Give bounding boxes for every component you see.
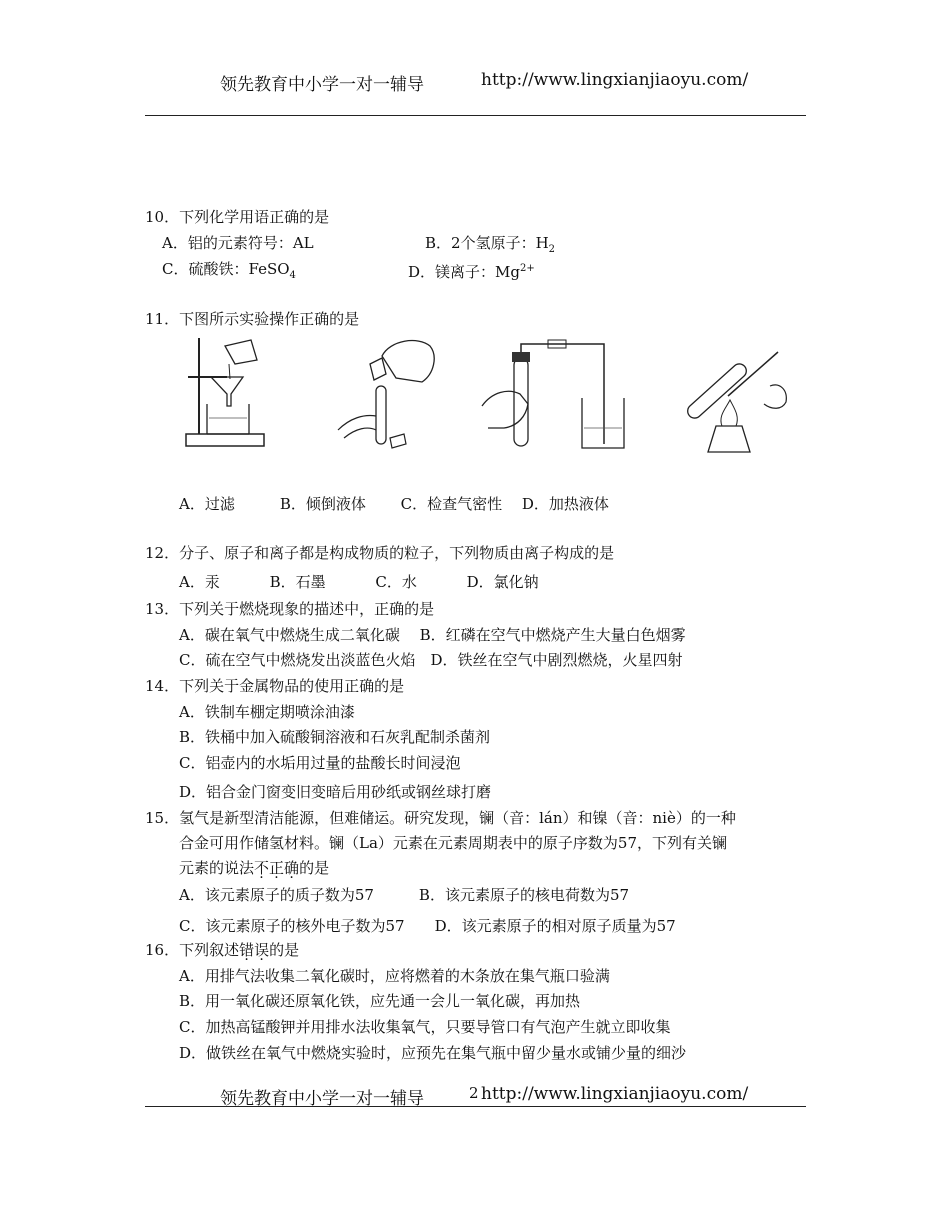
q15-row1: A．该元素原子的质子数为57 B．该元素原子的核电荷数为57 [179, 886, 630, 904]
q14-option-b: B．铁桶中加入硫酸铜溶液和石灰乳配制杀菌剂 [179, 728, 491, 746]
q13-row1: A．碳在氧气中燃烧生成二氧化碳 B．红磷在空气中燃烧产生大量白色烟雾 [179, 626, 686, 644]
footer-rule [145, 1106, 806, 1107]
q10-option-c: C．硫酸铁：FeSO$_4$ [162, 260, 296, 281]
heating-liquid-figure [678, 336, 803, 456]
header-url: http://www.lingxianjiaoyu.com/ [481, 70, 749, 90]
q10-option-b: B．2个氢原子：$H_2$ [425, 234, 556, 255]
q12-options: A．汞 B．石墨 C．水 D．氯化钠 [179, 573, 539, 591]
footer-school: 领先教育中小学一对一辅导 [220, 1089, 424, 1109]
footer-page-number: 2 [469, 1084, 479, 1102]
q15-row2: C．该元素原子的核外电子数为57 D．该元素原子的相对原子质量为57 [179, 917, 676, 935]
q16-option-d: D．做铁丝在氧气中燃烧实验时，应预先在集气瓶中留少量水或铺少量的细沙 [179, 1044, 687, 1062]
q10-option-d: D．镁离子：$Mg^{2+}$ [408, 263, 535, 281]
footer-url: http://www.lingxianjiaoyu.com/ [481, 1084, 749, 1104]
q15-line3: 元素的说法不正确的是 [179, 859, 330, 877]
q16-stem: 16．下列叙述错误的是 [145, 941, 300, 959]
q15-line2: 合金可用作储氢材料。镧（La）元素在元素周期表中的原子序数为57，下列有关镧 [179, 834, 727, 852]
q10-stem: 10．下列化学用语正确的是 [145, 208, 330, 226]
header-school: 领先教育中小学一对一辅导 [220, 75, 424, 95]
airtightness-check-figure [478, 336, 628, 454]
pouring-liquid-figure [334, 334, 444, 454]
q16-option-a: A．用排气法收集二氧化碳时，应将燃着的木条放在集气瓶口验满 [179, 967, 610, 985]
header-rule [145, 115, 806, 116]
q14-option-a: A．铁制车棚定期喷涂油漆 [179, 703, 355, 721]
q13-stem: 13．下列关于燃烧现象的描述中，正确的是 [145, 600, 435, 618]
q14-stem: 14．下列关于金属物品的使用正确的是 [145, 677, 405, 695]
q13-row2: C．硫在空气中燃烧发出淡蓝色火焰 D．铁丝在空气中剧烈燃烧，火星四射 [179, 651, 683, 669]
q16-option-b: B．用一氧化碳还原氧化铁，应先通一会儿一氧化碳，再加热 [179, 992, 581, 1010]
q12-stem: 12．分子、原子和离子都是构成物质的粒子，下列物质由离子构成的是 [145, 544, 615, 562]
q11-stem: 11．下图所示实验操作正确的是 [145, 310, 360, 328]
filtration-figure [183, 334, 268, 452]
q10-option-a: A．铝的元素符号：AL [162, 234, 314, 252]
q14-option-d: D．铝合金门窗变旧变暗后用砂纸或钢丝球打磨 [179, 783, 492, 801]
q16-option-c: C．加热高锰酸钾并用排水法收集氧气，只要导管口有气泡产生就立即收集 [179, 1018, 671, 1036]
q14-option-c: C．铝壶内的水垢用过量的盐酸长时间浸泡 [179, 754, 461, 772]
q15-line1: 15．氢气是新型清洁能源，但难储运。研究发现，镧（音：lán）和镍（音：niè）的一种 [145, 809, 736, 827]
q11-options: A．过滤 B．倾倒液体 C．检查气密性 D．加热液体 [179, 495, 609, 513]
